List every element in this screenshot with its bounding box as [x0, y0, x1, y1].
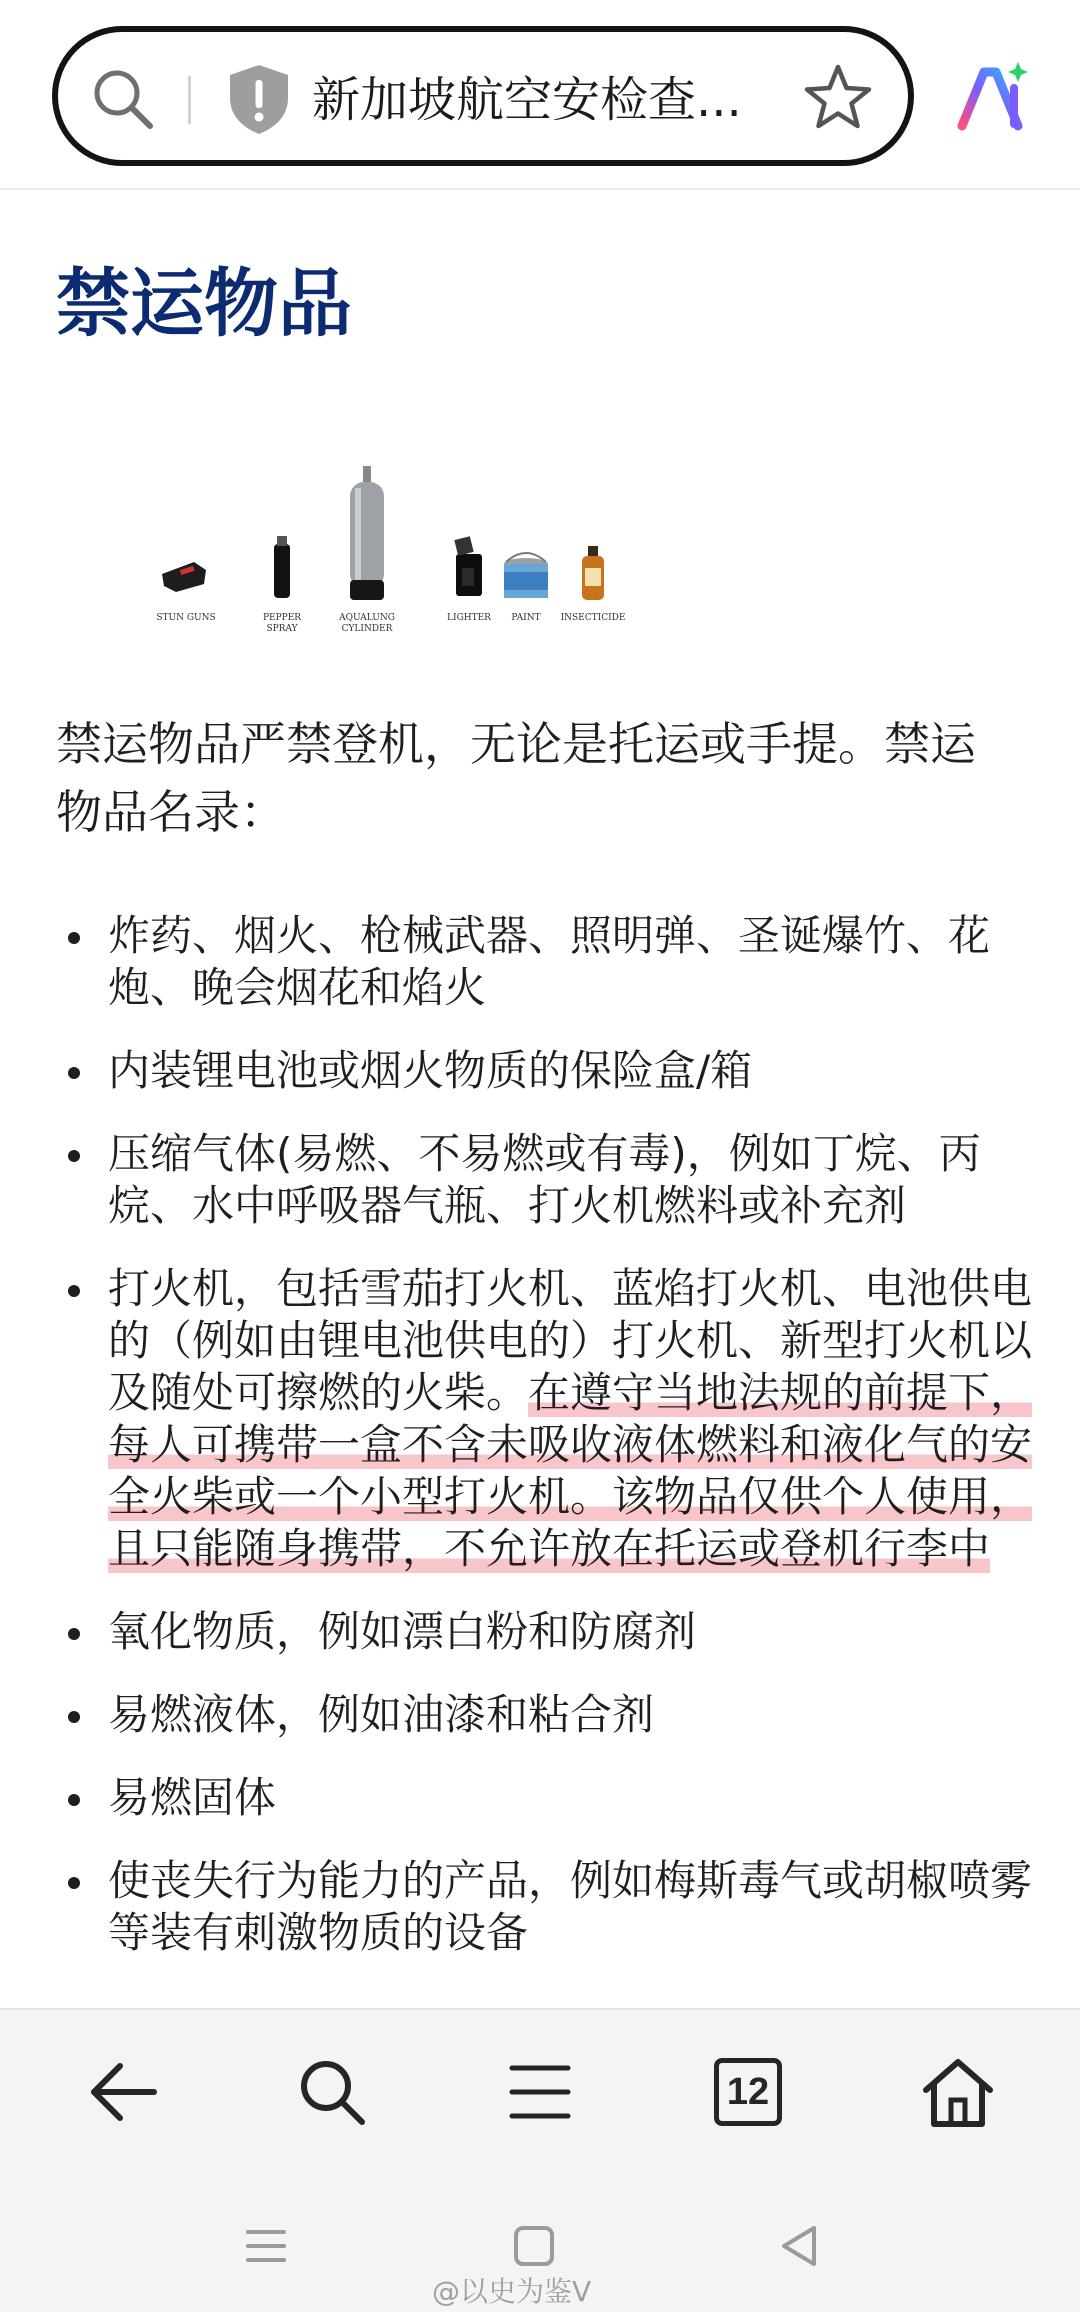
- home-icon[interactable]: [918, 2052, 998, 2132]
- bookmark-star-icon[interactable]: [802, 62, 874, 134]
- address-divider: [188, 76, 191, 124]
- list-item-text: 易燃液体，例如油漆和粘合剂: [108, 1690, 655, 1739]
- label-insecticide: INSECTICIDE: [560, 613, 626, 623]
- list-item: [56, 1772, 1056, 1824]
- label-stun-guns: STUN GUNS: [156, 613, 216, 623]
- list-item-text: 打火机，包括雪茄打火机、蓝焰打火机、电池供电的（例如由锂电池供电的）打火机、新型打火机以及随处可擦燃的火柴。: [108, 1264, 1033, 1417]
- list-item: [56, 1606, 1056, 1658]
- ai-assistant-icon[interactable]: [956, 60, 1030, 134]
- label-spray: SPRAY: [266, 624, 298, 634]
- search-icon[interactable]: [292, 2052, 372, 2132]
- lighter-image: [454, 536, 482, 596]
- system-navigation-bar: [0, 2178, 1080, 2312]
- weibo-watermark: @以史为鉴V: [432, 2275, 592, 2308]
- list-item: [56, 1263, 1056, 1575]
- search-icon[interactable]: [88, 64, 158, 134]
- label-lighter: LIGHTER: [447, 613, 491, 623]
- recent-apps-icon[interactable]: [238, 2218, 294, 2274]
- label-paint: PAINT: [511, 613, 541, 623]
- label-pepper: PEPPER: [262, 613, 302, 623]
- browser-bottom-toolbar: [0, 2008, 1080, 2180]
- page-title-in-address-bar[interactable]: 新加坡航空安检查...: [312, 72, 742, 128]
- label-cylinder: CYLINDER: [341, 624, 393, 634]
- list-item-text: 使丧失行为能力的产品，例如梅斯毒气或胡椒喷雾等装有刺激物质的设备: [108, 1856, 1033, 1957]
- menu-icon[interactable]: [500, 2052, 580, 2132]
- tabs-button[interactable]: [708, 2052, 788, 2132]
- list-item-text: 内装锂电池或烟火物质的保险盒/箱: [108, 1046, 753, 1095]
- home-square-icon[interactable]: [506, 2218, 562, 2274]
- aqualung-cylinder-image: [350, 466, 384, 600]
- label-aqualung: AQUALUNG: [339, 613, 395, 623]
- security-warning-shield-icon[interactable]: [226, 62, 292, 136]
- prohibited-items-list: [56, 910, 1056, 1990]
- paint-can-image: [504, 553, 548, 598]
- tab-count-badge: 12: [714, 2058, 782, 2126]
- stun-gun-image: [162, 562, 206, 592]
- list-item: [56, 1855, 1056, 1959]
- page-content[interactable]: [0, 190, 1080, 2008]
- list-item-text: 氧化物质，例如漂白粉和防腐剂: [108, 1607, 697, 1656]
- back-arrow-icon[interactable]: [84, 2052, 164, 2132]
- list-item: [56, 1045, 1056, 1097]
- list-item: [56, 1689, 1056, 1741]
- back-triangle-icon[interactable]: [772, 2218, 828, 2274]
- prohibited-items-illustration: [150, 462, 670, 652]
- list-item-text: 易燃固体: [108, 1773, 277, 1822]
- highlighted-match-exception: 在遵守当地法规的前提下，每人可携带一盒不含未吸收液体燃料和液化气的安全火柴或一个小型打火机。该物品仅供个人使用，且只能随身携带，不允许放在托运或登机行李中: [108, 1368, 1033, 1573]
- list-item: [56, 910, 1056, 1014]
- browser-top-bar: [0, 0, 1080, 190]
- section-heading: 禁运物品: [56, 261, 352, 347]
- insecticide-bottle-image: [582, 546, 604, 600]
- list-item: [56, 1128, 1056, 1232]
- list-item-text: 压缩气体(易燃、不易燃或有毒)，例如丁烷、丙烷、水中呼吸器气瓶、打火机燃料或补充剂: [108, 1129, 981, 1230]
- pepper-spray-image: [274, 536, 290, 598]
- address-bar[interactable]: [52, 26, 914, 166]
- list-item-text: 炸药、烟火、枪械武器、照明弹、圣诞爆竹、花炮、晚会烟花和焰火: [108, 911, 991, 1012]
- intro-paragraph: 禁运物品严禁登机，无论是托运或手提。禁运物品名录：: [56, 717, 976, 839]
